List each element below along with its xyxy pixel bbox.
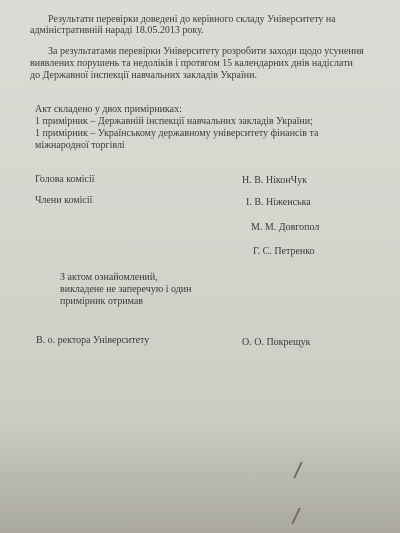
paragraph1-line1: Результати перевірки доведені до керівного складу Університету на xyxy=(48,14,336,25)
commission-member-2: М. М. Довгопол xyxy=(251,222,320,233)
copies-line3: міжнародної торгівлі xyxy=(35,140,125,151)
acknowledgement-line3: примірник отримав xyxy=(60,296,144,307)
copies-line1: 1 примірник – Державній інспекції навчальних закладів України; xyxy=(35,116,313,127)
paragraph2-line1: За результатами перевірки Університету розробити заходи щодо усунення xyxy=(48,46,364,57)
commission-members-label: Члени комісії xyxy=(35,195,93,206)
commission-head-label: Голова комісії xyxy=(35,174,95,185)
rector-name: О. О. Покрещук xyxy=(242,337,311,348)
rector-label: В. о. ректора Університету xyxy=(36,335,150,346)
paragraph1-line2: адміністративній нараді 18.05.2013 року. xyxy=(30,25,204,36)
paragraph2-line3: до Державної інспекції навчальних закладів України. xyxy=(30,70,257,81)
paragraph2-line2: виявлених порушень та недоліків і протягом 15 календарних днів надіслати xyxy=(30,58,353,69)
page-shadow xyxy=(0,420,400,533)
commission-head-name: Н. В. НіконЧук xyxy=(242,175,307,186)
acknowledgement-line2: викладене не заперечую і один xyxy=(60,284,192,295)
commission-member-1: І. В. Ніженська xyxy=(246,197,311,208)
copies-heading: Акт складено у двох примірниках: xyxy=(35,104,182,115)
acknowledgement-line1: З актом ознайомлений, xyxy=(60,272,158,283)
copies-line2: 1 примірник – Українському державному університету фінансів та xyxy=(35,128,319,139)
commission-member-3: Г. С. Петренко xyxy=(253,246,315,257)
